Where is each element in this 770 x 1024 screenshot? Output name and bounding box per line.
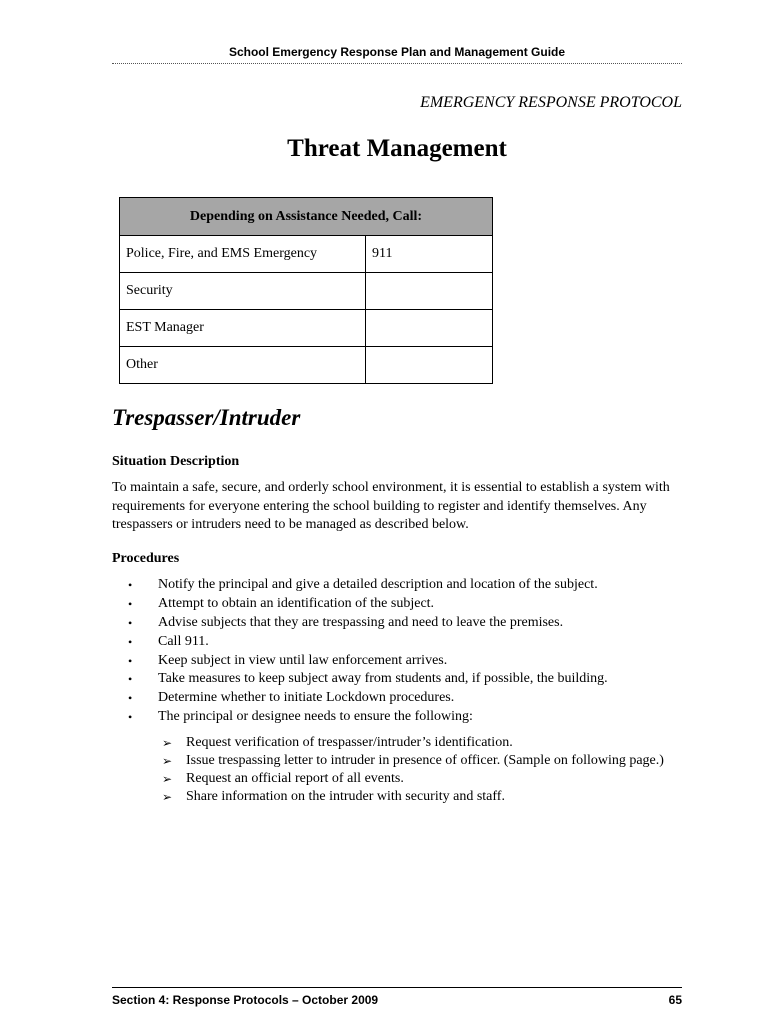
procedure-text: The principal or designee needs to ensure the following: (158, 709, 473, 725)
arrow-bullet-icon: ➢ (162, 772, 173, 786)
procedure-text: Advise subjects that they are trespassing and need to leave the premises. (158, 614, 564, 630)
list-item (112, 595, 682, 614)
procedure-text: Call 911. (158, 633, 209, 649)
contact-number (366, 347, 493, 384)
arrow-bullet-icon: ➢ (162, 790, 173, 804)
sub-procedure-text: Issue trespassing letter to intruder in presence of officer. (Sample on following page.) (186, 753, 664, 768)
sub-procedure-text: Request verification of trespasser/intruder’s identification. (186, 735, 513, 750)
sub-procedures-list (160, 734, 680, 806)
table-row (120, 236, 493, 273)
arrow-bullet-icon: ➢ (162, 754, 173, 768)
protocol-label: EMERGENCY RESPONSE PROTOCOL (420, 94, 682, 111)
page-number: 65 (668, 993, 682, 1007)
bullet-icon: • (128, 653, 133, 668)
procedures-heading: Procedures (112, 551, 180, 566)
procedure-text: Take measures to keep subject away from students and, if possible, the building. (158, 671, 608, 687)
bullet-icon: • (128, 634, 133, 649)
page-title: Threat Management (287, 135, 507, 162)
contact-number (366, 273, 493, 310)
contact-number (366, 310, 493, 347)
bullet-icon: • (128, 710, 133, 725)
list-item (112, 633, 682, 652)
header-divider (112, 63, 682, 64)
bullet-icon: • (128, 596, 133, 611)
list-item (160, 752, 680, 770)
list-item (112, 708, 682, 727)
arrow-bullet-icon: ➢ (162, 736, 173, 750)
contact-name: EST Manager (120, 310, 366, 347)
table-row (120, 310, 493, 347)
list-item (112, 576, 682, 595)
situation-description: To maintain a safe, secure, and orderly school environment, it is essential to establish a system with requirements for everyone entering the school building to register and identify themselves. Any trespassers or intruders need to be managed as described below. (112, 480, 670, 532)
sub-procedure-text: Request an official report of all events. (186, 771, 404, 786)
procedure-text: Determine whether to initiate Lockdown procedures. (158, 690, 455, 706)
procedure-text: Notify the principal and give a detailed description and location of the subject. (158, 577, 598, 592)
list-item (160, 770, 680, 788)
running-header: School Emergency Response Plan and Management Guide (228, 45, 566, 59)
procedures-list (112, 576, 682, 727)
bullet-icon: • (128, 578, 133, 592)
list-item (112, 689, 682, 708)
contacts-table-header-row (120, 198, 493, 236)
table-row (120, 347, 493, 384)
contact-name: Security (120, 273, 366, 310)
footer-divider (112, 987, 682, 988)
contact-number: 911 (366, 236, 493, 273)
list-item (112, 652, 682, 671)
list-item (160, 734, 680, 752)
sub-procedure-text: Share information on the intruder with security and staff. (186, 789, 505, 804)
procedure-text: Attempt to obtain an identification of the subject. (158, 595, 435, 611)
contacts-table (119, 197, 493, 384)
situation-heading: Situation Description (112, 454, 240, 469)
section-title: Trespasser/Intruder (112, 405, 301, 430)
contact-name: Police, Fire, and EMS Emergency (120, 236, 366, 273)
contact-name: Other (120, 347, 366, 384)
list-item (112, 614, 682, 633)
bullet-icon: • (128, 672, 133, 687)
bullet-icon: • (128, 691, 133, 706)
list-item (112, 670, 682, 689)
bullet-icon: • (128, 615, 133, 630)
contacts-table-header: Depending on Assistance Needed, Call: (120, 198, 493, 236)
procedure-text: Keep subject in view until law enforcement arrives. (158, 652, 448, 668)
list-item (160, 788, 680, 806)
table-row (120, 273, 493, 310)
footer-section-label: Section 4: Response Protocols – October 2009 (112, 993, 379, 1007)
